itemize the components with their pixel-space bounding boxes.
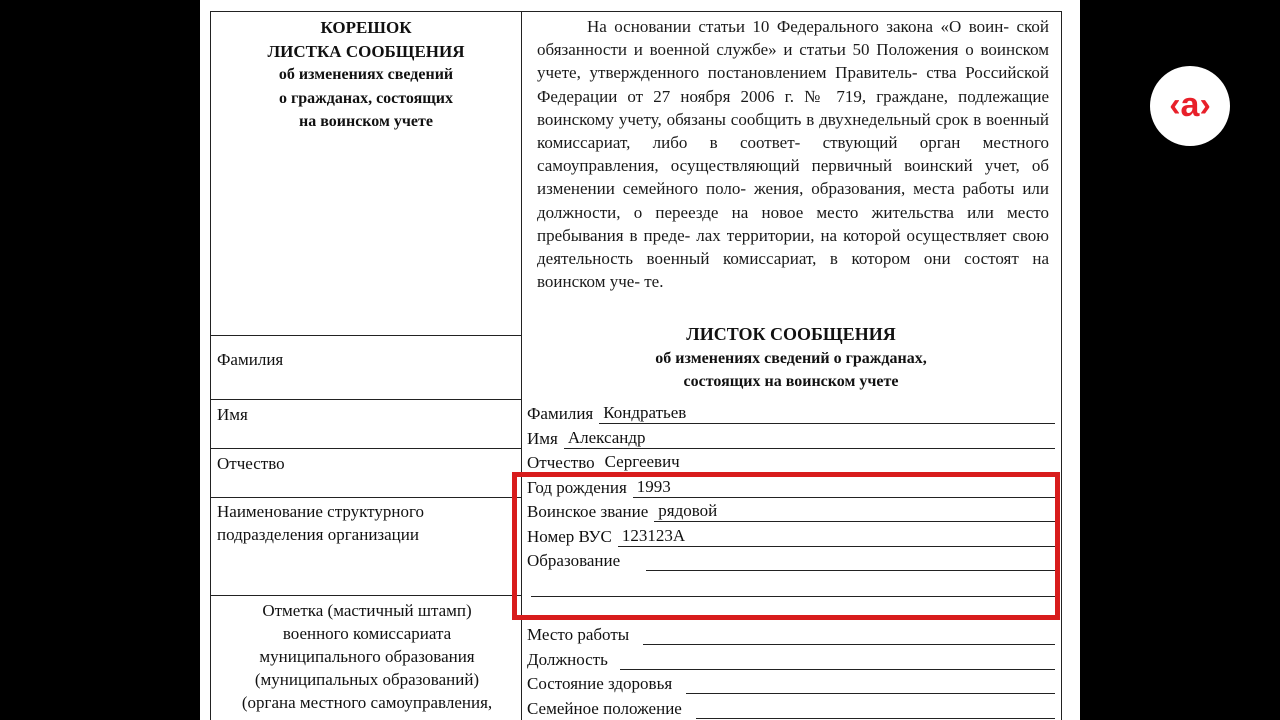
field-label: Место работы (527, 625, 630, 644)
stub-surname-label: Фамилия (217, 350, 284, 369)
stub-subtitle-1: об изменениях сведений (278, 66, 454, 83)
notice-paragraph (537, 15, 1049, 293)
logo (1150, 66, 1230, 146)
field-value[interactable]: 1993 (633, 477, 1055, 498)
message-title: ЛИСТОК СООБЩЕНИЯ (686, 324, 896, 344)
stub-stamp-note (217, 599, 517, 714)
stamp-line: Отметка (мастичный штамп) (262, 601, 472, 620)
notice-line: лах территории, на которой осуществляет свою деятельность (537, 225, 1049, 269)
stub-subtitle-2: о гражданах, состоящих (278, 89, 453, 107)
field-label: Должность (527, 650, 608, 669)
stub-unit-label-2: подразделения организации (217, 525, 419, 544)
field-label: Имя (527, 429, 558, 448)
stub-title: КОРЕШОК (320, 18, 412, 37)
field-value[interactable] (643, 624, 1055, 645)
notice-line: На основании статьи 10 Федерального закона «О воин- (587, 17, 1010, 36)
notice-line: первичный воинский учет, об изменении семейного поло- (537, 156, 1049, 199)
notice-line: на новое место жительства или место пребывания в преде- (537, 202, 1050, 245)
field-workplace (527, 621, 1055, 645)
notice-line: ства Российской Федерации от 27 ноября 2006 г. № 719, (537, 63, 1050, 106)
highlight-frame (512, 472, 1060, 620)
notice-line: ской обязанности и военной службе» и статьи 50 Положения о (537, 17, 1049, 60)
stub-header (211, 16, 521, 134)
stub-row-divider (211, 448, 521, 449)
notice-line: жения, образования, места работы или должности, о переезде (537, 179, 1049, 222)
notice-line: те. (644, 272, 664, 292)
notice-line: граждане, подлежащие воинскому учету, обязаны сообщить в (537, 86, 1049, 129)
field-label: Год рождения (527, 478, 627, 497)
field-label: Семейное положение (527, 699, 682, 718)
field-position (527, 646, 1055, 670)
logo-icon (1155, 86, 1225, 126)
notice-line: воинском учете, утвержденного постановлением Правитель- (537, 40, 1049, 83)
message-title-block (526, 323, 1056, 394)
field-value[interactable] (620, 649, 1055, 670)
stub-name-label: Имя (217, 405, 248, 424)
field-value[interactable] (686, 673, 1055, 694)
field-label: Образование (527, 551, 621, 570)
logo-text: ‹a› (1169, 86, 1211, 124)
field-label: Фамилия (527, 404, 594, 423)
field-value[interactable] (696, 698, 1055, 719)
field-patronymic (527, 449, 1055, 473)
stub-unit-label-1: Наименование структурного (217, 502, 425, 521)
field-label: Состояние здоровья (527, 674, 673, 693)
stub-subtitle-3: на воинском учете (299, 113, 433, 130)
field-value[interactable]: 123123А (618, 526, 1055, 547)
field-value[interactable]: рядовой (654, 501, 1055, 522)
field-label: Номер ВУС (527, 527, 612, 546)
field-value[interactable]: Александр (564, 428, 1055, 449)
notice-line: ствующий орган местного самоуправления, осуществляющий (537, 133, 1050, 176)
message-subtitle-1: об изменениях сведений о гражданах, (655, 349, 927, 367)
field-label: Воинское звание (527, 502, 649, 521)
stamp-line: (органа местного самоуправления, (241, 693, 493, 712)
stamp-line: (муниципальных образований) (254, 670, 480, 689)
stub-row-divider (211, 335, 521, 336)
field-surname (527, 400, 1055, 424)
stamp-line: военного комиссариата (282, 624, 452, 643)
stamp-line: муниципального образования (259, 647, 475, 666)
field-health (527, 670, 1055, 694)
stub-title-2: ЛИСТКА СООБЩЕНИЯ (267, 41, 465, 61)
field-value[interactable]: Кондратьев (599, 403, 1055, 424)
field-name (527, 425, 1055, 449)
stub-patronymic-label: Отчество (217, 454, 285, 473)
field-label: Отчество (527, 453, 595, 472)
stub-row-divider (211, 399, 521, 400)
stub-row-divider (211, 595, 521, 596)
notice-line: военный комиссариат, в котором они состоят на воинском уче- (537, 249, 1049, 292)
field-marital-status (527, 695, 1055, 719)
notice-line: двухнедельный срок в военный комиссариат, либо в соответ- (537, 109, 1049, 153)
message-subtitle-2: состоящих на воинском учете (683, 373, 899, 390)
stub-row-divider (211, 497, 521, 498)
field-value[interactable]: Сергеевич (601, 452, 1055, 473)
stub-unit-label (217, 500, 513, 546)
